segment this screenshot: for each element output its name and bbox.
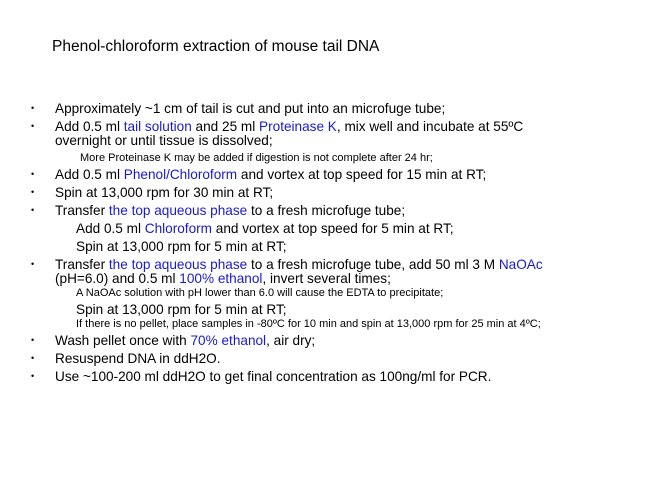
step-5: Transfer the top aqueous phase to a fresh microfuge tube; [55, 203, 406, 218]
step-6-continued: (pH=6.0) and 0.5 ml 100% ethanol, invert several times; [55, 271, 391, 286]
step-3: Add 0.5 ml Phenol/Chloroform and vortex at top speed for 15 min at RT; [55, 167, 487, 182]
step-6: Transfer the top aqueous phase to a fresh microfuge tube, add 50 ml 3 M NaOAc [55, 257, 543, 272]
bullet-icon: • [31, 259, 35, 269]
reagent-proteinase-k: Proteinase K [259, 119, 337, 134]
bullet-icon: • [31, 169, 35, 179]
step-9: Use ~100-200 ml ddH2O to get final concentration as 100ng/ml for PCR. [55, 369, 492, 384]
aqueous-phase-label: the top aqueous phase [108, 257, 248, 272]
bullet-icon: • [31, 103, 35, 113]
step-6-note-2: If there is no pellet, place samples in -80ºC for 10 min and spin at 13,000 rpm for 25 min at 4ºC; [76, 318, 541, 330]
bullet-icon: • [31, 121, 35, 131]
step-6-note-1: A NaOAc solution with pH lower than 6.0 will cause the EDTA to precipitate; [76, 287, 444, 299]
bullet-icon: • [31, 205, 35, 215]
reagent-ethanol-100: 100% ethanol [179, 271, 263, 286]
reagent-tail-solution: tail solution [123, 119, 192, 134]
step-1: Approximately ~1 cm of tail is cut and put into an microfuge tube; [55, 101, 446, 116]
bullet-icon: • [31, 371, 35, 381]
step-5-sub-1: Add 0.5 ml Chloroform and vortex at top speed for 5 min at RT; [76, 221, 454, 236]
step-2: Add 0.5 ml tail solution and 25 ml Proteinase K, mix well and incubate at 55ºC [55, 119, 524, 134]
bullet-icon: • [31, 353, 35, 363]
reagent-chloroform: Chloroform [144, 221, 212, 236]
step-2-continued: overnight or until tissue is dissolved; [55, 133, 273, 148]
step-7: Wash pellet once with 70% ethanol, air dry; [55, 333, 316, 348]
reagent-ethanol-70: 70% ethanol [190, 333, 267, 348]
step-8: Resuspend DNA in ddH2O. [55, 351, 221, 366]
reagent-phenol-chloroform: Phenol/Chloroform [123, 167, 238, 182]
step-5-sub-2: Spin at 13,000 rpm for 5 min at RT; [76, 239, 287, 254]
slide-title: Phenol-chloroform extraction of mouse tail DNA [52, 38, 380, 55]
bullet-icon: • [31, 187, 35, 197]
bullet-icon: • [31, 335, 35, 345]
reagent-naoac: NaOAc [498, 257, 543, 272]
step-2-note: More Proteinase K may be added if digestion is not complete after 24 hr; [80, 152, 433, 164]
step-6-sub: Spin at 13,000 rpm for 5 min at RT; [76, 302, 287, 317]
aqueous-phase-label: the top aqueous phase [108, 203, 248, 218]
step-4: Spin at 13,000 rpm for 30 min at RT; [55, 185, 274, 200]
